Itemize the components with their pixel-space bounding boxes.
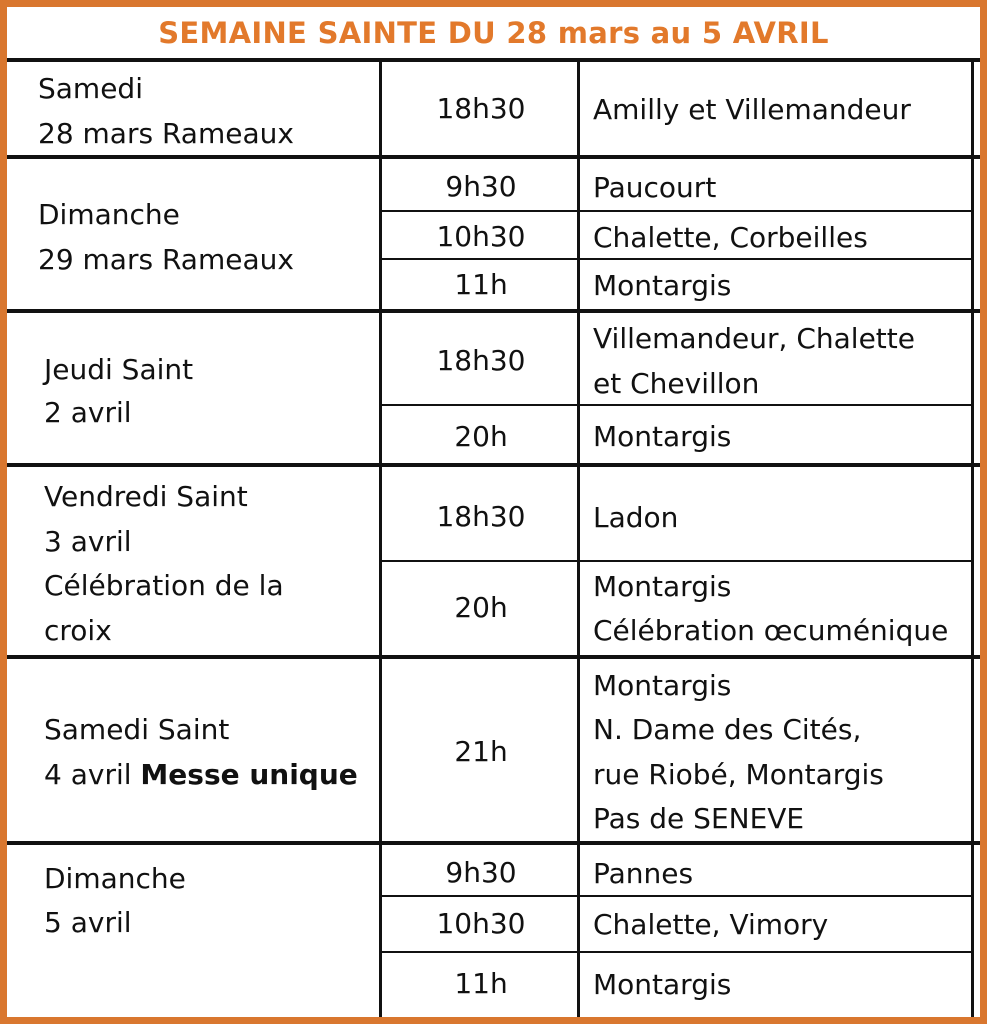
row-divider [381,210,973,212]
day-label: Vendredi Saint [44,480,248,513]
service-place: Ladon [593,501,679,534]
day-label: Samedi Saint [44,713,230,746]
service-time: 9h30 [445,856,517,889]
service-time: 9h30 [445,170,517,203]
day-label: 29 mars Rameaux [38,243,294,276]
service-place: Montargis [593,269,732,302]
row-divider [381,951,973,953]
page-title: SEMAINE SAINTE DU 28 mars au 5 AVRIL [158,16,829,50]
service-time: 18h30 [436,92,526,125]
service-time: 20h [454,591,508,624]
service-place: Pannes [593,857,694,890]
day-label: 5 avril [44,906,132,939]
column-divider-right [971,60,974,1017]
divider-group-5 [7,841,980,845]
day-label: 3 avril [44,525,132,558]
service-place: N. Dame des Cités, [593,713,862,746]
day-label-date: 4 avril [44,758,141,791]
service-place: Paucourt [593,171,717,204]
service-place: Montargis [593,420,732,453]
service-time: 20h [454,420,508,453]
service-place: Chalette, Vimory [593,908,829,941]
day-label: Dimanche [44,862,186,895]
day-label: croix [44,614,112,647]
service-place: Villemandeur, Chalette [593,322,915,355]
day-label [44,752,358,797]
service-time: 10h30 [436,220,526,253]
service-place: Montargis [593,669,732,702]
service-time: 11h [454,268,508,301]
service-place: Pas de SENEVE [593,802,805,835]
service-time: 18h30 [436,344,526,377]
divider-group-4 [7,655,980,659]
day-label: Samedi [38,72,143,105]
divider-group-2 [7,309,980,313]
divider-header [7,58,980,62]
service-time: 18h30 [436,500,526,533]
day-label: Célébration de la [44,569,284,602]
divider-group-3 [7,463,980,467]
row-divider [381,560,973,562]
day-label: Dimanche [38,198,180,231]
service-time: 21h [454,735,508,768]
service-place: Montargis [593,570,732,603]
service-place: Chalette, Corbeilles [593,221,868,254]
column-divider-time [379,60,382,1017]
day-label: 28 mars Rameaux [38,117,294,150]
service-time: 11h [454,967,508,1000]
service-place: rue Riobé, Montargis [593,758,884,791]
service-place: Amilly et Villemandeur [593,93,911,126]
service-place: Célébration œcuménique [593,614,949,647]
service-place: Montargis [593,968,732,1001]
day-label: 2 avril [44,396,132,429]
service-time: 10h30 [436,907,526,940]
messe-unique-label: Messe unique [140,758,358,791]
day-label: Jeudi Saint [44,353,194,386]
service-place: et Chevillon [593,367,760,400]
